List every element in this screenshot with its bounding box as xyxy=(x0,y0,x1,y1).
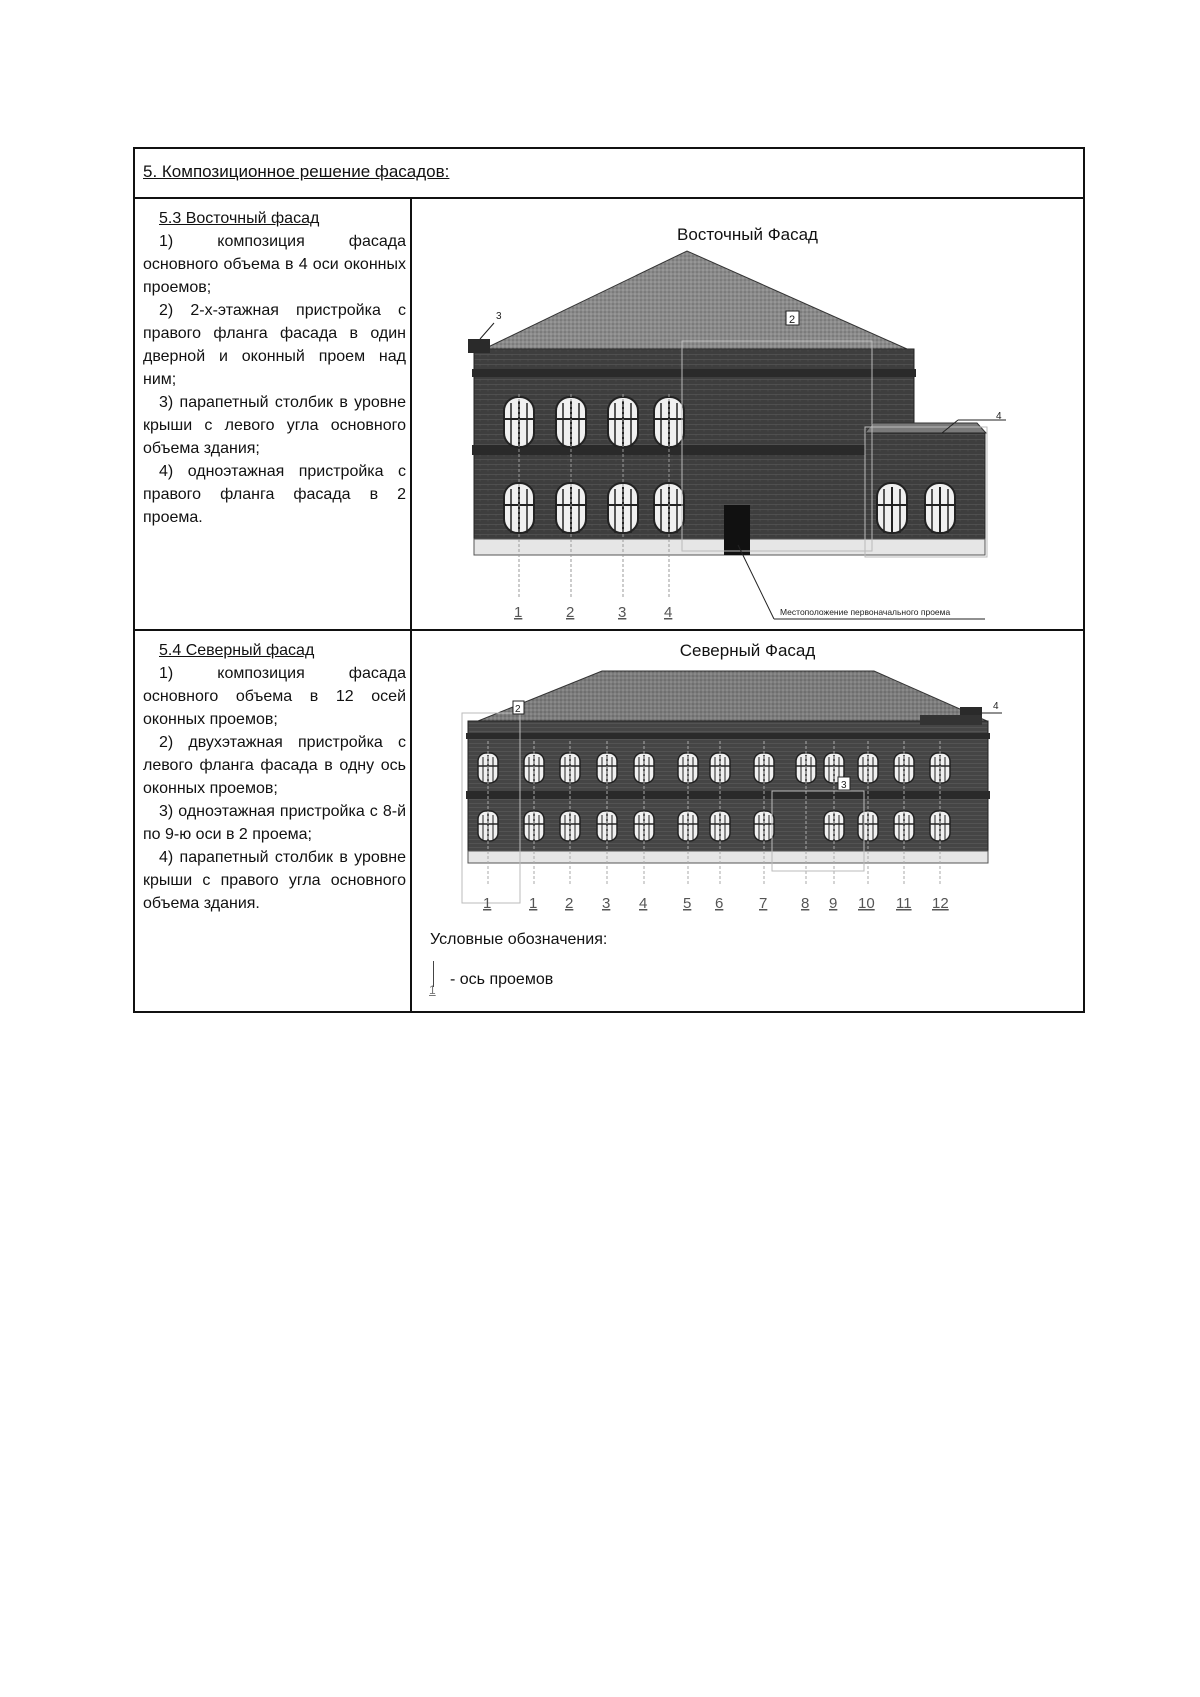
north-facade-drawing xyxy=(412,631,1085,931)
north-plinth xyxy=(468,851,988,863)
north-axis-label: 5 xyxy=(683,895,692,912)
east-figure-title: Восточный Фасад xyxy=(677,225,818,244)
north-axis-label: 12 xyxy=(932,895,949,912)
north-callout-3: 3 xyxy=(841,780,847,791)
axis-marker-icon xyxy=(428,961,438,995)
north-callout-4: 4 xyxy=(993,701,999,712)
east-item-3: 3) парапетный столбик в уровне крыши с левого угла основного объема здания; xyxy=(143,394,406,457)
east-figure-cell xyxy=(412,199,1083,629)
north-item-3: 3) одноэтажная пристройка с 8-й по 9-ю оси в 2 проема; xyxy=(143,803,406,843)
north-axis-label: 2 xyxy=(565,895,574,912)
north-item-4: 4) парапетный столбик в уровне крыши с правого угла основного объема здания. xyxy=(143,849,406,912)
north-description xyxy=(135,631,412,1011)
north-axis-label: 10 xyxy=(858,895,875,912)
east-section-title: 5.3 Восточный фасад xyxy=(159,210,320,227)
north-figure-cell xyxy=(412,631,1083,1011)
north-axis-label: 1 xyxy=(529,895,538,912)
east-callout-4: 4 xyxy=(996,411,1002,422)
legend-axis-number: 1 xyxy=(429,983,436,997)
facade-table xyxy=(133,147,1085,1013)
north-axis-label: 8 xyxy=(801,895,810,912)
north-axis-label: 11 xyxy=(896,895,912,912)
north-axis-label: 4 xyxy=(639,895,648,912)
north-axis-label: 7 xyxy=(759,895,768,912)
section-heading: 5. Композиционное решение фасадов: xyxy=(143,162,450,181)
east-axis-label: 4 xyxy=(664,604,673,621)
north-axis-label: 3 xyxy=(602,895,611,912)
north-callout-2: 2 xyxy=(515,704,521,715)
east-main-wall xyxy=(474,349,914,539)
north-section-title: 5.4 Северный фасад xyxy=(159,642,315,659)
east-description xyxy=(135,199,412,629)
east-axis-label: 3 xyxy=(618,604,627,621)
north-item-2: 2) двухэтажная пристройка с левого фланга фасада в одну ось оконных проемов; xyxy=(143,734,406,797)
table-header xyxy=(135,149,1083,199)
east-door xyxy=(724,505,750,555)
east-callout-3: 3 xyxy=(496,311,502,322)
east-axis-label: 2 xyxy=(566,604,575,621)
north-figure-title: Северный Фасад xyxy=(679,641,816,660)
east-axis-label: 1 xyxy=(514,604,523,621)
north-item-1: 1) композиция фасада основного объема в 12 осей оконных проемов; xyxy=(143,665,406,728)
east-callout-2: 2 xyxy=(789,314,796,326)
east-facade-drawing xyxy=(412,199,1085,631)
north-axis-label: 6 xyxy=(715,895,724,912)
north-axis-label: 1 xyxy=(483,895,492,912)
legend-text: - ось проемов xyxy=(450,971,554,988)
north-axis-label: 9 xyxy=(829,895,838,912)
east-item-2: 2) 2-х-этажная пристройка с правого фланга фасада в один дверной и оконный проем над ним; xyxy=(143,302,406,388)
north-roof xyxy=(478,671,987,721)
east-item-4: 4) одноэтажная пристройка с правого фланга фасада в 2 проема. xyxy=(143,463,406,526)
east-roof xyxy=(484,251,907,349)
legend-title: Условные обозначения: xyxy=(430,931,608,948)
table-row-north xyxy=(135,631,1083,1011)
east-original-opening-note: Местоположение первоначального проема xyxy=(780,607,951,617)
east-item-1: 1) композиция фасада основного объема в 4 оси оконных проемов; xyxy=(143,233,406,296)
table-row-east xyxy=(135,199,1083,631)
